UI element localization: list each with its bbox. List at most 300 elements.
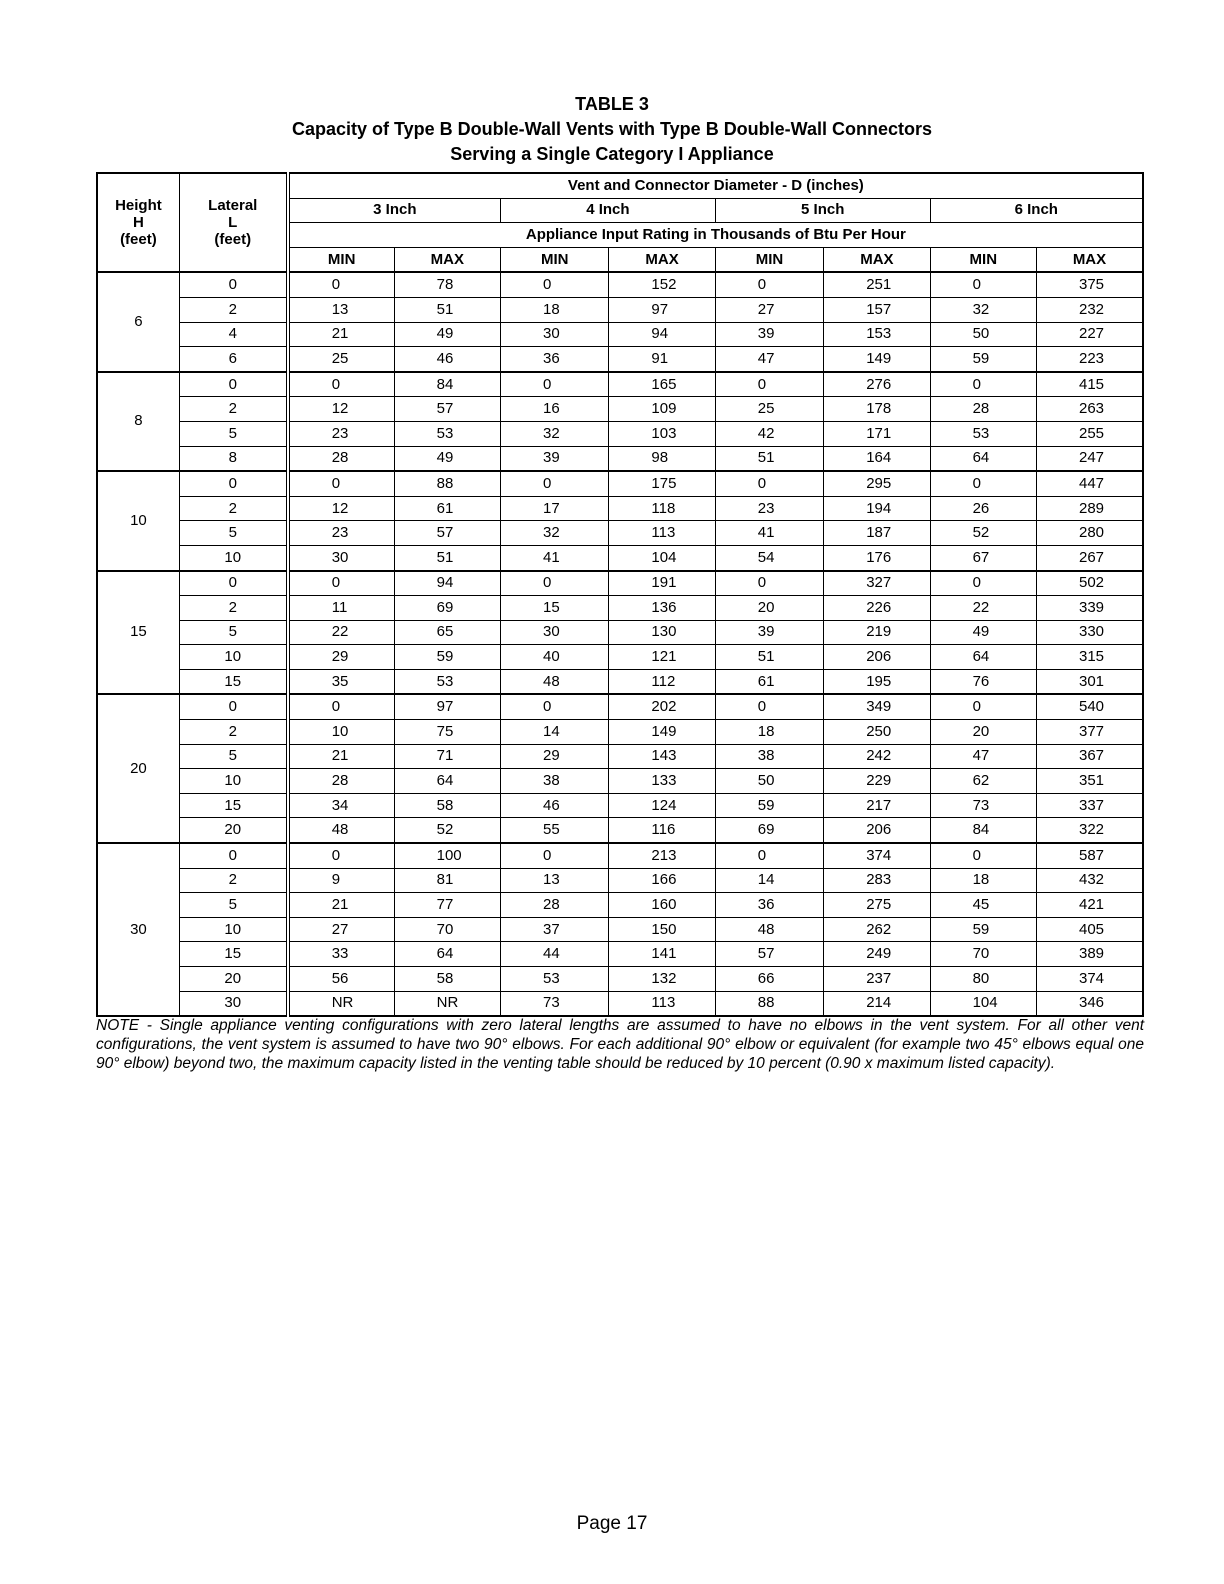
rating-header: Appliance Input Rating in Thousands of Btu Per Hour [288,223,1143,248]
min-value-cell: 56 [288,967,394,992]
lateral-cell: 2 [179,596,287,621]
lateral-cell: 5 [179,744,287,769]
lateral-cell: 2 [179,397,287,422]
min-value-cell: 39 [501,446,609,471]
min-value-cell: 30 [288,545,394,570]
lateral-cell: 6 [179,347,287,372]
max-value-cell: 214 [824,991,930,1016]
max-value-cell: 219 [824,620,930,645]
min-value-cell: 41 [501,545,609,570]
lateral-cell: 10 [179,545,287,570]
min-value-cell: 42 [715,421,823,446]
min-value-cell: 38 [715,744,823,769]
max-value-cell: 346 [1036,991,1143,1016]
min-value-cell: 70 [930,942,1036,967]
table-row [97,942,1143,967]
min-value-cell: 76 [930,669,1036,694]
max-value-cell: 53 [394,669,500,694]
max-value-cell: 232 [1036,297,1143,322]
height-unit: (feet) [120,231,157,249]
max-value-cell: 150 [609,917,715,942]
max-value-cell: 339 [1036,596,1143,621]
min-value-cell: 0 [930,571,1036,596]
max-value-cell: 59 [394,645,500,670]
min-value-cell: 0 [501,694,609,719]
lateral-cell: 0 [179,694,287,719]
max-value-cell: 223 [1036,347,1143,372]
max-value-cell: 109 [609,397,715,422]
table-row [97,893,1143,918]
max-value-cell: 112 [609,669,715,694]
max-value-cell: 103 [609,421,715,446]
min-value-cell: 21 [288,893,394,918]
lateral-cell: 10 [179,917,287,942]
min-value-cell: 51 [715,446,823,471]
table-row [97,694,1143,719]
min-value-cell: 46 [501,793,609,818]
lateral-label: Lateral [208,197,258,215]
min-value-cell: 104 [930,991,1036,1016]
max-value-cell: 98 [609,446,715,471]
min-value-cell: 73 [930,793,1036,818]
min-value-cell: 59 [930,347,1036,372]
height-label: Height [115,197,162,215]
lateral-cell: 0 [179,571,287,596]
min-value-cell: 0 [501,471,609,496]
table-row [97,818,1143,843]
max-value-cell: 133 [609,769,715,794]
max-header: MAX [1036,247,1143,272]
lateral-cell: 0 [179,843,287,868]
min-value-cell: 32 [501,521,609,546]
max-value-cell: 176 [824,545,930,570]
min-value-cell: 35 [288,669,394,694]
max-value-cell: 132 [609,967,715,992]
max-value-cell: 250 [824,720,930,745]
max-value-cell: 118 [609,496,715,521]
max-value-cell: 175 [609,471,715,496]
max-value-cell: 157 [824,297,930,322]
min-value-cell: 0 [930,372,1036,397]
max-value-cell: 113 [609,521,715,546]
lateral-header [179,173,287,272]
min-value-cell: 18 [715,720,823,745]
max-value-cell: 195 [824,669,930,694]
max-value-cell: 49 [394,446,500,471]
min-value-cell: 61 [715,669,823,694]
min-value-cell: 0 [930,272,1036,297]
max-value-cell: 330 [1036,620,1143,645]
table-note: NOTE - Single appliance venting configurations with zero lateral lengths are assumed to have no elbows in the vent system. For all other vent configurations, the vent system is assumed to have two 90° elbows. For each additional 90° elbow or equivalent (for example two 45° elbows equal one 90° elbow) beyond two, the maximum capacity listed in the venting table should be reduced by 10 percent (0.90 x maximum listed capacity). [96,1017,1144,1072]
min-value-cell: 12 [288,496,394,521]
max-value-cell: 283 [824,868,930,893]
min-value-cell: 26 [930,496,1036,521]
lateral-symbol: L [228,214,238,232]
height-cell: 20 [97,694,179,843]
min-value-cell: 29 [501,744,609,769]
lateral-cell: 5 [179,893,287,918]
max-value-cell: 77 [394,893,500,918]
max-value-cell: 171 [824,421,930,446]
max-value-cell: 206 [824,818,930,843]
min-value-cell: 47 [930,744,1036,769]
max-value-cell: 217 [824,793,930,818]
min-value-cell: 0 [715,372,823,397]
lateral-cell: 30 [179,991,287,1016]
max-value-cell: 237 [824,967,930,992]
max-value-cell: 337 [1036,793,1143,818]
max-value-cell: 315 [1036,645,1143,670]
min-value-cell: 0 [288,471,394,496]
min-value-cell: 48 [501,669,609,694]
max-value-cell: 227 [1036,322,1143,347]
max-value-cell: 301 [1036,669,1143,694]
height-cell: 15 [97,571,179,695]
min-value-cell: 50 [930,322,1036,347]
max-value-cell: 143 [609,744,715,769]
table-row [97,769,1143,794]
table-title-block [0,92,1224,167]
min-value-cell: 53 [930,421,1036,446]
max-value-cell: 191 [609,571,715,596]
table-row [97,372,1143,397]
lateral-cell: 15 [179,669,287,694]
max-value-cell: 91 [609,347,715,372]
table-row [97,322,1143,347]
min-value-cell: 54 [715,545,823,570]
height-cell: 30 [97,843,179,1016]
table-row [97,843,1143,868]
height-cell: 6 [97,272,179,371]
min-value-cell: 39 [715,322,823,347]
min-value-cell: 15 [501,596,609,621]
table-row [97,793,1143,818]
table-row [97,421,1143,446]
min-value-cell: 14 [715,868,823,893]
height-cell: 10 [97,471,179,570]
min-value-cell: 52 [930,521,1036,546]
max-value-cell: 64 [394,942,500,967]
min-value-cell: 0 [501,571,609,596]
max-value-cell: 49 [394,322,500,347]
max-value-cell: 202 [609,694,715,719]
max-value-cell: 61 [394,496,500,521]
min-value-cell: 0 [288,694,394,719]
max-value-cell: 58 [394,793,500,818]
max-value-cell: 267 [1036,545,1143,570]
table-body [97,272,1143,1016]
min-value-cell: 62 [930,769,1036,794]
vent-capacity-table [96,172,1144,1017]
size-header-5-inch: 5 Inch [715,198,930,223]
table-row [97,272,1143,297]
max-value-cell: 51 [394,545,500,570]
height-cell: 8 [97,372,179,471]
min-value-cell: 11 [288,596,394,621]
min-value-cell: 21 [288,322,394,347]
max-value-cell: 116 [609,818,715,843]
min-value-cell: 36 [501,347,609,372]
max-value-cell: 149 [824,347,930,372]
lateral-cell: 8 [179,446,287,471]
height-symbol: H [132,214,144,232]
min-value-cell: 23 [288,421,394,446]
min-value-cell: NR [288,991,394,1016]
table-title: Capacity of Type B Double-Wall Vents with Type B Double-Wall Connectors [291,119,933,139]
table-row [97,620,1143,645]
min-value-cell: 28 [501,893,609,918]
min-value-cell: 0 [930,694,1036,719]
max-value-cell: 153 [824,322,930,347]
min-value-cell: 21 [288,744,394,769]
max-value-cell: 75 [394,720,500,745]
min-value-cell: 33 [288,942,394,967]
max-value-cell: 57 [394,521,500,546]
min-value-cell: 0 [715,272,823,297]
lateral-cell: 0 [179,272,287,297]
table-row [97,571,1143,596]
max-value-cell: 69 [394,596,500,621]
max-header: MAX [824,247,930,272]
max-value-cell: 121 [609,645,715,670]
max-value-cell: 242 [824,744,930,769]
max-value-cell: 194 [824,496,930,521]
max-value-cell: 53 [394,421,500,446]
table-header [97,173,1143,272]
max-value-cell: 367 [1036,744,1143,769]
max-value-cell: 51 [394,297,500,322]
min-header: MIN [288,247,394,272]
table-row [97,917,1143,942]
min-value-cell: 34 [288,793,394,818]
min-value-cell: 0 [288,843,394,868]
min-value-cell: 50 [715,769,823,794]
min-value-cell: 0 [715,471,823,496]
min-value-cell: 48 [715,917,823,942]
max-value-cell: 502 [1036,571,1143,596]
max-value-cell: 187 [824,521,930,546]
max-value-cell: 65 [394,620,500,645]
table-number: TABLE 3 [575,94,649,114]
min-value-cell: 18 [501,297,609,322]
min-value-cell: 0 [930,843,1036,868]
max-value-cell: 81 [394,868,500,893]
max-value-cell: 160 [609,893,715,918]
max-value-cell: 447 [1036,471,1143,496]
min-value-cell: 28 [288,769,394,794]
lateral-cell: 15 [179,942,287,967]
table-row [97,744,1143,769]
min-value-cell: 28 [288,446,394,471]
min-value-cell: 49 [930,620,1036,645]
max-value-cell: 374 [1036,967,1143,992]
table-row [97,297,1143,322]
min-value-cell: 17 [501,496,609,521]
table-row [97,496,1143,521]
min-value-cell: 22 [930,596,1036,621]
max-value-cell: 58 [394,967,500,992]
lateral-cell: 0 [179,372,287,397]
table-subtitle: Serving a Single Category I Appliance [450,144,774,164]
min-value-cell: 25 [715,397,823,422]
min-value-cell: 0 [288,272,394,297]
min-value-cell: 12 [288,397,394,422]
min-value-cell: 0 [715,843,823,868]
table-row [97,347,1143,372]
max-value-cell: 100 [394,843,500,868]
table-row [97,669,1143,694]
min-header: MIN [715,247,823,272]
min-value-cell: 84 [930,818,1036,843]
max-value-cell: 415 [1036,372,1143,397]
table-row [97,521,1143,546]
max-value-cell: 71 [394,744,500,769]
min-header: MIN [501,247,609,272]
page-number: Page 17 [576,1513,648,1534]
min-value-cell: 13 [288,297,394,322]
min-value-cell: 45 [930,893,1036,918]
max-value-cell: 322 [1036,818,1143,843]
table-row [97,868,1143,893]
min-value-cell: 0 [288,372,394,397]
min-value-cell: 80 [930,967,1036,992]
max-value-cell: 226 [824,596,930,621]
table-row [97,991,1143,1016]
table-row [97,446,1143,471]
size-header-3-inch: 3 Inch [288,198,501,223]
min-value-cell: 53 [501,967,609,992]
max-value-cell: 249 [824,942,930,967]
min-value-cell: 69 [715,818,823,843]
min-value-cell: 0 [288,571,394,596]
max-value-cell: 251 [824,272,930,297]
min-value-cell: 9 [288,868,394,893]
max-value-cell: 213 [609,843,715,868]
max-value-cell: 104 [609,545,715,570]
lateral-cell: 5 [179,521,287,546]
lateral-cell: 20 [179,818,287,843]
min-value-cell: 23 [715,496,823,521]
min-value-cell: 39 [715,620,823,645]
table-row [97,645,1143,670]
max-value-cell: 280 [1036,521,1143,546]
table-row [97,967,1143,992]
min-value-cell: 0 [930,471,1036,496]
diameter-header: Vent and Connector Diameter - D (inches) [288,173,1143,198]
min-value-cell: 20 [715,596,823,621]
max-value-cell: 327 [824,571,930,596]
max-value-cell: 351 [1036,769,1143,794]
max-value-cell: 374 [824,843,930,868]
lateral-cell: 5 [179,421,287,446]
min-value-cell: 64 [930,446,1036,471]
min-value-cell: 73 [501,991,609,1016]
max-value-cell: 276 [824,372,930,397]
min-value-cell: 48 [288,818,394,843]
min-value-cell: 36 [715,893,823,918]
size-header-4-inch: 4 Inch [501,198,716,223]
max-value-cell: 130 [609,620,715,645]
lateral-cell: 15 [179,793,287,818]
min-value-cell: 64 [930,645,1036,670]
min-value-cell: 51 [715,645,823,670]
max-value-cell: 88 [394,471,500,496]
max-value-cell: 94 [609,322,715,347]
max-value-cell: 262 [824,917,930,942]
min-value-cell: 0 [715,694,823,719]
table-row [97,397,1143,422]
max-value-cell: 57 [394,397,500,422]
max-header: MAX [609,247,715,272]
lateral-cell: 20 [179,967,287,992]
max-value-cell: 377 [1036,720,1143,745]
min-value-cell: 27 [715,297,823,322]
size-header-6-inch: 6 Inch [930,198,1143,223]
table-row [97,596,1143,621]
max-value-cell: 84 [394,372,500,397]
max-value-cell: 164 [824,446,930,471]
lateral-cell: 0 [179,471,287,496]
max-value-cell: 405 [1036,917,1143,942]
min-value-cell: 32 [930,297,1036,322]
min-value-cell: 28 [930,397,1036,422]
max-value-cell: 136 [609,596,715,621]
lateral-cell: 2 [179,496,287,521]
min-value-cell: 55 [501,818,609,843]
max-value-cell: NR [394,991,500,1016]
max-value-cell: 78 [394,272,500,297]
max-value-cell: 124 [609,793,715,818]
max-value-cell: 52 [394,818,500,843]
min-value-cell: 13 [501,868,609,893]
table-row [97,471,1143,496]
min-value-cell: 0 [715,571,823,596]
lateral-cell: 4 [179,322,287,347]
min-value-cell: 0 [501,372,609,397]
min-value-cell: 29 [288,645,394,670]
max-value-cell: 421 [1036,893,1143,918]
max-value-cell: 97 [394,694,500,719]
min-value-cell: 16 [501,397,609,422]
min-value-cell: 14 [501,720,609,745]
max-value-cell: 263 [1036,397,1143,422]
min-value-cell: 59 [715,793,823,818]
min-value-cell: 40 [501,645,609,670]
min-value-cell: 88 [715,991,823,1016]
max-value-cell: 206 [824,645,930,670]
max-value-cell: 247 [1036,446,1143,471]
lateral-cell: 2 [179,720,287,745]
min-header: MIN [930,247,1036,272]
min-value-cell: 57 [715,942,823,967]
max-value-cell: 295 [824,471,930,496]
min-value-cell: 18 [930,868,1036,893]
max-value-cell: 46 [394,347,500,372]
lateral-cell: 5 [179,620,287,645]
min-value-cell: 30 [501,620,609,645]
min-value-cell: 41 [715,521,823,546]
min-value-cell: 0 [501,843,609,868]
max-value-cell: 166 [609,868,715,893]
max-value-cell: 113 [609,991,715,1016]
min-value-cell: 59 [930,917,1036,942]
min-value-cell: 66 [715,967,823,992]
height-header [97,173,179,272]
min-value-cell: 44 [501,942,609,967]
max-value-cell: 94 [394,571,500,596]
table-row [97,720,1143,745]
max-value-cell: 152 [609,272,715,297]
